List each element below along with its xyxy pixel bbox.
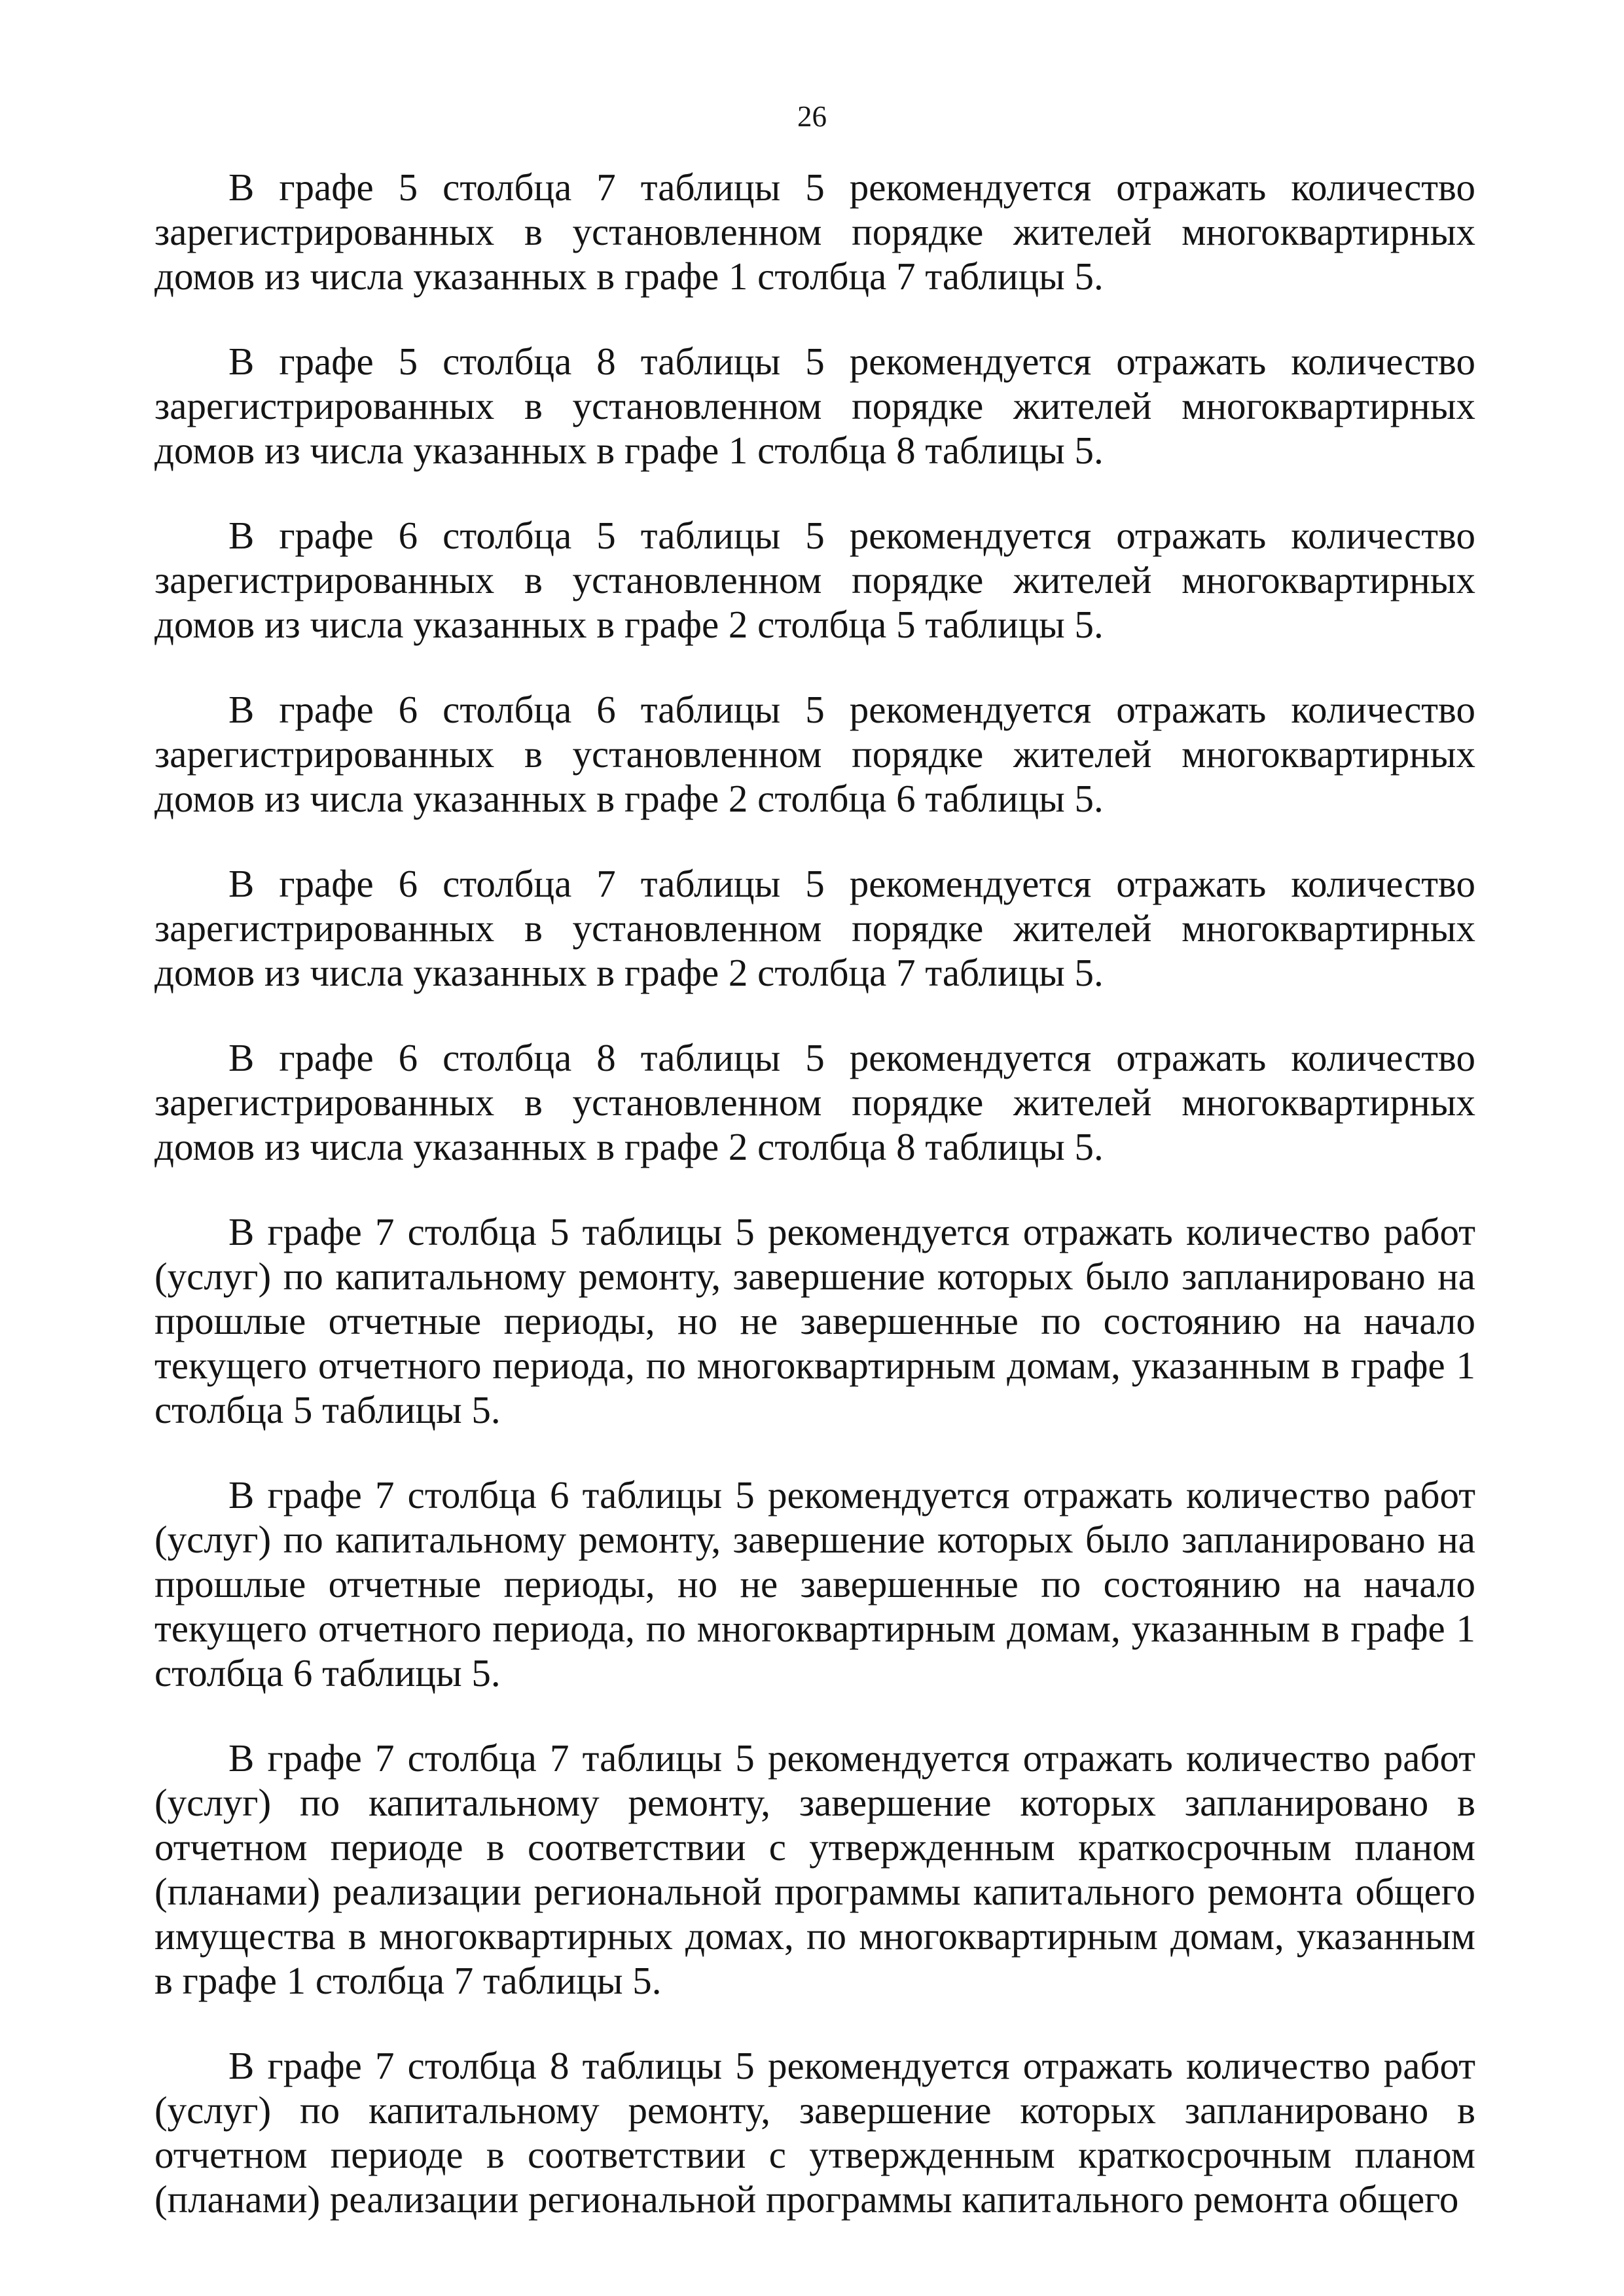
page-number: 26 <box>797 100 827 133</box>
paragraph: В графе 7 столбца 5 таблицы 5 рекомендуется отражать количество работ (услуг) по капитальному ремонту, завершение которых было запланировано на прошлые отчетные периоды, но не завершенные по состоянию на начало текущего отчетного периода, по многоквартирным домам, указанным в графе 1 столбца 5 таблицы 5. <box>154 1210 1475 1431</box>
paragraph: В графе 6 столбца 5 таблицы 5 рекомендуется отражать количество зарегистрированных в установленном порядке жителей многоквартирных домов из числа указанных в графе 2 столбца 5 таблицы 5. <box>154 514 1475 646</box>
paragraph: В графе 6 столбца 8 таблицы 5 рекомендуется отражать количество зарегистрированных в установленном порядке жителей многоквартирных домов из числа указанных в графе 2 столбца 8 таблицы 5. <box>154 1036 1475 1168</box>
paragraph: В графе 6 столбца 7 таблицы 5 рекомендуется отражать количество зарегистрированных в установленном порядке жителей многоквартирных домов из числа указанных в графе 2 столбца 7 таблицы 5. <box>154 862 1475 994</box>
paragraph: В графе 5 столбца 7 таблицы 5 рекомендуется отражать количество зарегистрированных в установленном порядке жителей многоквартирных домов из числа указанных в графе 1 столбца 7 таблицы 5. <box>154 166 1475 298</box>
paragraph: В графе 7 столбца 8 таблицы 5 рекомендуется отражать количество работ (услуг) по капитальному ремонту, завершение которых запланировано в отчетном периоде в соответствии с утвержденным краткосрочным планом (планами) реализации региональной программы капитального ремонта общего <box>154 2044 1475 2221</box>
document-body <box>154 165 1475 2262</box>
paragraph: В графе 5 столбца 8 таблицы 5 рекомендуется отражать количество зарегистрированных в установленном порядке жителей многоквартирных домов из числа указанных в графе 1 столбца 8 таблицы 5. <box>154 340 1475 472</box>
paragraph: В графе 7 столбца 6 таблицы 5 рекомендуется отражать количество работ (услуг) по капитальному ремонту, завершение которых было запланировано на прошлые отчетные периоды, но не завершенные по состоянию на начало текущего отчетного периода, по многоквартирным домам, указанным в графе 1 столбца 6 таблицы 5. <box>154 1473 1475 1695</box>
paragraph: В графе 7 столбца 7 таблицы 5 рекомендуется отражать количество работ (услуг) по капитальному ремонту, завершение которых запланировано в отчетном периоде в соответствии с утвержденным краткосрочным планом (планами) реализации региональной программы капитального ремонта общего имущества в многоквартирных домах, по многоквартирным домам, указанным в графе 1 столбца 7 таблицы 5. <box>154 1736 1475 2002</box>
paragraph: В графе 6 столбца 6 таблицы 5 рекомендуется отражать количество зарегистрированных в установленном порядке жителей многоквартирных домов из числа указанных в графе 2 столбца 6 таблицы 5. <box>154 688 1475 820</box>
